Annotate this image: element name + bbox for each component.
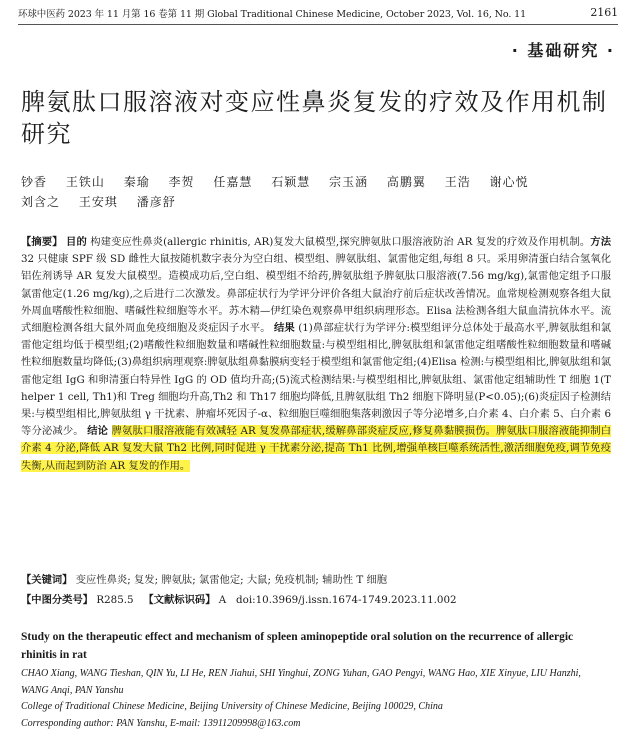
author-cn: 王安琪 — [78, 195, 118, 209]
journal-line: 环球中医药 2023 年 11 月第 16 卷第 11 期 Global Traditional Chinese Medicine, October 2023, Vol. 16, No. 11 — [18, 9, 527, 20]
page-number: 2161 — [590, 6, 618, 19]
result-text: (1)鼻部症状行为学评分:模型组评分总体处于最高水平,脾氨肽组和氯雷他定组均低于模型组;(2)嗜酸性粒细胞数量和嗜碱性粒细胞数量:与模型组相比,脾氨肽组和氯雷他定组嗜酸性粒细胞数量和嗜碱性粒细胞数量均降低;(3)鼻组织病理观察:脾氨肽组鼻黏膜病变轻于模型组和氯雷他定组;(4)Elisa 检测:与模型组相比,脾氨肽组和氯雷他定组 IgG 和卵清蛋白特异性 IgG 的 OD 值均升高;(5)流式检测结果:与模型组相比,脾氨肽组、氯雷他定组辅助性 T 细胞 1(T helper 1 cell, Th1)和 Treg 细胞均升高,Th2 和 Th17 细胞均降低,且脾氨肽组 Th2 细胞下降明显(P<0.05);(6)炎症因子检测结果:与模型组相比,脾氨肽组 γ 干扰素、肿瘤坏死因子-α、粒细胞巨噬细胞集落刺激因子等分泌增多,白介素 4、白介素 5、白介素 6 等分泌减少。 — [21, 322, 612, 438]
author-cn: 李贺 — [168, 175, 195, 189]
author-cn: 王浩 — [444, 175, 471, 189]
result-label: 结果 — [274, 322, 295, 335]
abstract — [21, 234, 611, 475]
classification — [21, 591, 611, 609]
author-cn: 秦瑜 — [123, 175, 150, 189]
section-label: · 基础研究 · — [511, 41, 615, 60]
keywords-text: 变应性鼻炎; 复发; 脾氨肽; 氯雷他定; 大鼠; 免疫机制; 辅助性 T 细胞 — [75, 574, 388, 586]
doc-value: A — [218, 594, 227, 606]
abstract-label: 【摘要】 — [21, 236, 63, 248]
keywords-label: 【关键词】 — [21, 574, 73, 586]
affiliation-en: College of Traditional Chinese Medicine, Beijing University of Chinese Medicine, Beijing 100029, China — [21, 701, 443, 712]
clc-label: 【中图分类号】 — [21, 594, 94, 606]
conclusion-text: 脾氨肽口服溶液能有效减轻 AR 复发鼻部症状,缓解鼻部炎症反应,修复鼻黏膜损伤。脾氨肽口服溶液能抑制白介素 4 分泌,降低 AR 复发大鼠 Th2 比例,同时促进 γ 干扰素分泌,提高 Th1 比例,增强单核巨噬系统活性,激活细胞免疫,调节免疫失衡,从而起到防治 AR 复发的作用。 — [21, 425, 611, 472]
method-text: 32 只健康 SPF 级 SD 雌性大鼠按随机数字表分为空白组、模型组、脾氨肽组、氯雷他定组,每组 8 只。采用卵清蛋白结合氢氧化铝佐剂诱导 AR 复发大鼠模型。造模成功后,空白组、模型组不给药,脾氨肽组予脾氨肽口服溶液(7.56 mg/kg),氯雷他定组予口服氯雷他定(1.26 mg/kg),之后进行二次激发。鼻部症状行为学评分评价各组大鼠治疗前后症状改善情况。血常规检测观察各组大鼠外周血嗜酸性粒细胞、嗜碱性粒细胞等水平。苏木精—伊红染色观察鼻甲组织病理形态。Elisa 法检测各组大鼠血清抗体水平。流式细胞检测各组大鼠外周血免疫细胞及炎症因子水平。 — [21, 253, 611, 335]
authors-cn — [21, 172, 611, 212]
clc-value: R285.5 — [96, 594, 134, 606]
doc-label: 【文献标识码】 — [143, 594, 216, 606]
author-cn: 钞香 — [21, 175, 48, 189]
purpose-label: 目的 — [66, 236, 87, 248]
doi: doi:10.3969/j.issn.1674-1749.2023.11.002 — [236, 594, 457, 606]
author-cn: 石颖慧 — [271, 175, 311, 189]
author-cn: 谢心悦 — [489, 175, 529, 189]
author-cn: 任嘉慧 — [213, 175, 253, 189]
purpose-text: 构建变应性鼻炎(allergic rhinitis, AR)复发大鼠模型,探究脾氨肽口服溶液防治 AR 复发的疗效及作用机制。 — [90, 236, 591, 248]
author-cn: 潘彦舒 — [136, 195, 176, 209]
author-cn: 高鹏翼 — [386, 175, 426, 189]
keywords — [21, 571, 611, 589]
author-cn: 宗玉涵 — [329, 175, 369, 189]
corresponding-author: Corresponding author: PAN Yanshu, E-mail: 13911209998@163.com — [21, 718, 301, 729]
method-label: 方法 — [590, 236, 612, 248]
journal-header — [18, 6, 618, 25]
title-en: Study on the therapeutic effect and mechanism of spleen aminopeptide oral solution on the recurrence of allergic rhinitis in rat — [21, 631, 574, 661]
title-cn: 脾氨肽口服溶液对变应性鼻炎复发的疗效及作用机制研究 — [21, 88, 608, 148]
authors-en: CHAO Xiang, WANG Tieshan, QIN Yu, LI He, REN Jiahui, SHI Yinghui, ZONG Yuhan, GAO Pengyi, WANG Hao, XIE Xinyue, LIU Hanzhi, WANG Anqi, PAN Yanshu — [21, 668, 581, 696]
author-cn: 刘含之 — [21, 195, 61, 209]
conclusion-label: 结论 — [87, 425, 109, 438]
author-cn: 王铁山 — [65, 175, 105, 189]
